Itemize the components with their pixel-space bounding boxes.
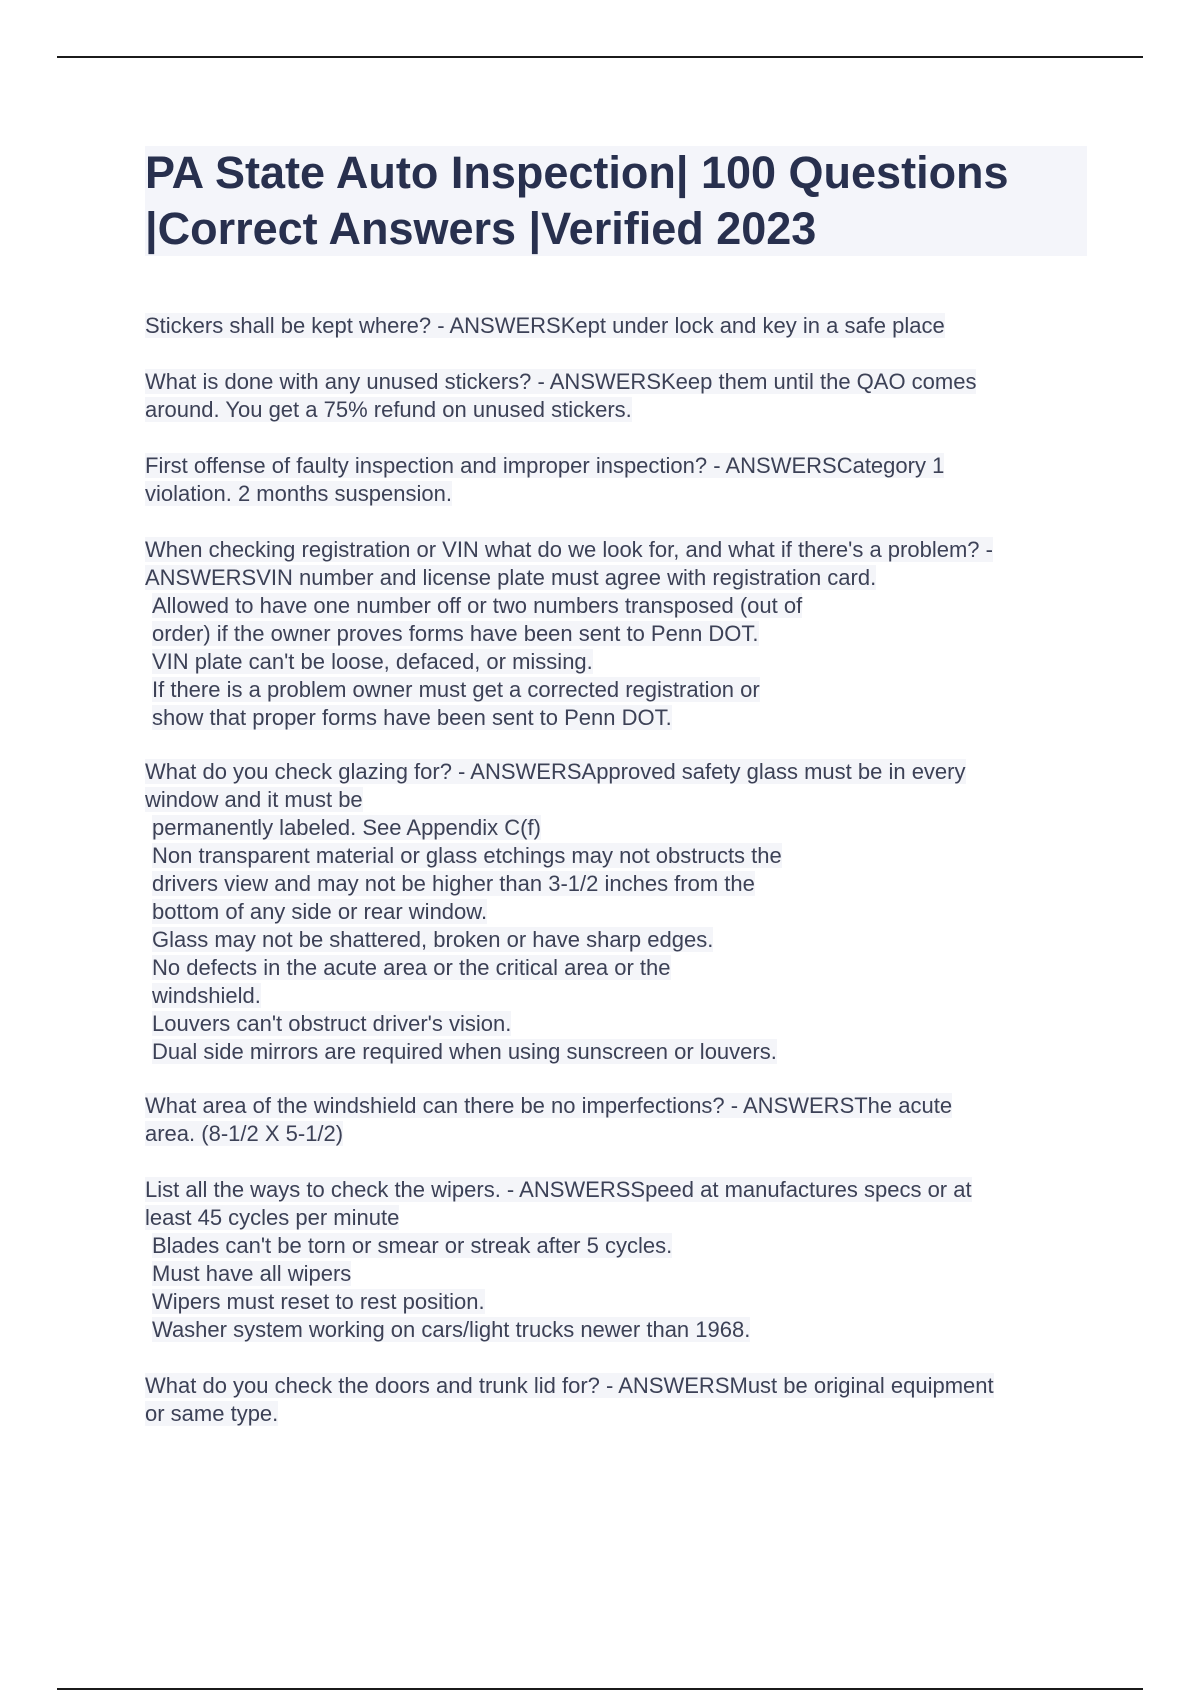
qa-item — [145, 758, 966, 1066]
qa-item — [145, 1092, 952, 1148]
qa-line: area. (8-1/2 X 5-1/2) — [145, 1121, 344, 1146]
qa-line: show that proper forms have been sent to Penn DOT. — [152, 705, 672, 730]
qa-line: No defects in the acute area or the critical area or the — [152, 955, 671, 980]
qa-item — [145, 368, 976, 424]
qa-item — [145, 312, 945, 340]
qa-line: VIN plate can't be loose, defaced, or missing. — [152, 649, 593, 674]
qa-line: least 45 cycles per minute — [145, 1205, 400, 1230]
qa-line: ANSWERSVIN number and license plate must agree with registration card. — [145, 565, 877, 590]
qa-line: around. You get a 75% refund on unused stickers. — [145, 397, 632, 422]
qa-line: What is done with any unused stickers? - ANSWERSKeep them until the QAO comes — [145, 369, 977, 394]
qa-line: Washer system working on cars/light trucks newer than 1968. — [152, 1317, 751, 1342]
qa-line: Wipers must reset to rest position. — [152, 1289, 485, 1314]
qa-line: drivers view and may not be higher than 3-1/2 inches from the — [152, 871, 755, 896]
qa-line: Dual side mirrors are required when using sunscreen or louvers. — [152, 1039, 777, 1064]
qa-line: permanently labeled. See Appendix C(f) — [152, 815, 541, 840]
qa-item — [145, 452, 944, 508]
qa-line: or same type. — [145, 1401, 279, 1426]
qa-line: windshield. — [152, 983, 261, 1008]
qa-line: What area of the windshield can there be no imperfections? - ANSWERSThe acute — [145, 1093, 953, 1118]
qa-line: Glass may not be shattered, broken or have sharp edges. — [152, 927, 714, 952]
qa-item — [145, 1176, 972, 1344]
qa-line: What do you check the doors and trunk lid for? - ANSWERSMust be original equipment — [145, 1373, 994, 1398]
title-line-1: PA State Auto Inspection| 100 Questions — [145, 147, 1009, 198]
qa-line: Stickers shall be kept where? - ANSWERSKept under lock and key in a safe place — [145, 313, 945, 338]
qa-line: Blades can't be torn or smear or streak after 5 cycles. — [152, 1233, 673, 1258]
qa-line: First offense of faulty inspection and improper inspection? - ANSWERSCategory 1 — [145, 453, 945, 478]
qa-line: order) if the owner proves forms have been sent to Penn DOT. — [152, 621, 759, 646]
header-rule — [57, 56, 1143, 58]
qa-item — [145, 1372, 994, 1428]
qa-item — [145, 536, 993, 732]
qa-line: Must have all wipers — [152, 1261, 352, 1286]
qa-line: What do you check glazing for? - ANSWERSApproved safety glass must be in every — [145, 759, 966, 784]
document-title — [145, 146, 1087, 256]
qa-line: If there is a problem owner must get a corrected registration or — [152, 677, 760, 702]
qa-line: bottom of any side or rear window. — [152, 899, 488, 924]
qa-line: Allowed to have one number off or two numbers transposed (out of — [152, 593, 803, 618]
qa-line: violation. 2 months suspension. — [145, 481, 452, 506]
qa-line: Louvers can't obstruct driver's vision. — [152, 1011, 512, 1036]
qa-line: List all the ways to check the wipers. - ANSWERSSpeed at manufactures specs or at — [145, 1177, 972, 1202]
qa-line: window and it must be — [145, 787, 363, 812]
qa-line: When checking registration or VIN what do we look for, and what if there's a problem? - — [145, 537, 993, 562]
footer-rule — [57, 1688, 1143, 1690]
qa-line: Non transparent material or glass etchings may not obstructs the — [152, 843, 782, 868]
title-line-2: |Correct Answers |Verified 2023 — [145, 203, 817, 254]
